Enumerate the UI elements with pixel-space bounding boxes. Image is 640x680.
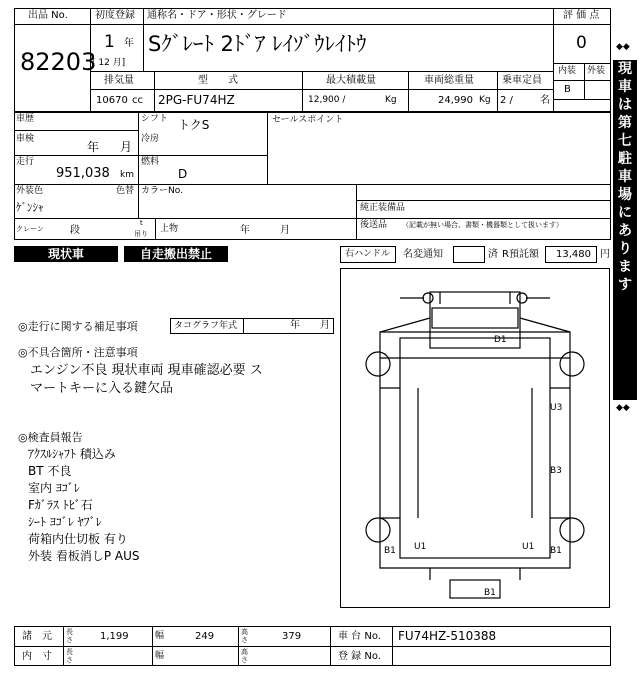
divider <box>553 63 611 64</box>
divider <box>90 89 553 90</box>
inspection-year: 年 <box>87 140 100 154</box>
inner-width-label: 幅 <box>155 651 165 661</box>
score-label: 評 価 点 <box>563 10 600 21</box>
banner-char: 車 <box>618 79 632 95</box>
inner-dim-label: 内 寸 <box>22 651 52 662</box>
divider <box>408 71 409 112</box>
reg-month: [ 12 月] <box>92 58 126 68</box>
ac-label: 冷房 <box>141 134 160 144</box>
mileage-label: 走行 <box>16 157 35 167</box>
r-deposit-unit: 円 <box>600 249 610 260</box>
divider <box>155 218 156 240</box>
mileage-unit: km <box>120 170 134 180</box>
post-label: 後送品 <box>360 220 388 230</box>
no-self-drive-badge: 自走搬出禁止 <box>124 246 228 262</box>
banner-char: り <box>618 241 632 257</box>
current-condition-badge: 現状車 <box>14 246 118 262</box>
mirror-right <box>517 293 527 303</box>
divider <box>553 99 611 100</box>
divider <box>14 646 611 647</box>
length-value: 1,199 <box>100 631 129 642</box>
divider <box>238 626 239 666</box>
divider <box>143 8 144 71</box>
banner-char: 第 <box>618 115 632 131</box>
chassis-label: 車 台 No. <box>338 631 381 642</box>
list-item: ｼｰﾄ ﾖｺﾞﾚ ﾔﾌﾞﾚ <box>28 515 102 529</box>
divider <box>14 184 611 185</box>
list-item: 室内 ﾖｺﾞﾚ <box>28 481 80 495</box>
inspector-report-title: ◎検査員報告 <box>18 431 83 444</box>
width-label: 幅 <box>155 631 165 641</box>
exterior-label: 外装 <box>587 66 606 76</box>
divider <box>497 71 498 112</box>
list-item: Fｶﾞﾗｽ ﾄﾋﾞ石 <box>28 498 93 512</box>
reg-year: 1 <box>104 32 115 52</box>
damage-mark-b1-right: B1 <box>550 546 562 556</box>
color-change-label: 色替 <box>116 186 135 196</box>
capacity-value: 2 / <box>500 95 513 106</box>
damage-mark-b1-left: B1 <box>384 546 396 556</box>
displacement-value: 10670 <box>96 95 128 106</box>
inner-height-label: 高さ <box>241 648 248 664</box>
r-deposit-value: 13,480 <box>556 249 591 260</box>
tacho-label: タコグラフ年式 <box>174 321 238 331</box>
damage-mark-u3: U3 <box>550 403 563 413</box>
banner-char: あ <box>618 223 632 239</box>
spec-label: 諸 元 <box>22 631 52 642</box>
crane-label: クレーン <box>16 225 44 233</box>
damage-mark-u1-left: U1 <box>414 542 427 552</box>
capacity-unit: 名 <box>540 95 550 106</box>
banner-char: 場 <box>618 187 632 203</box>
defect-notes-title: ◎不具合箇所・注意事項 <box>18 346 138 359</box>
crane-ton-bottom: 吊り <box>134 230 148 238</box>
width-value: 249 <box>195 631 215 642</box>
fuel-value: D <box>178 167 188 181</box>
divider <box>138 184 139 218</box>
divider <box>63 626 64 666</box>
name-label: 通称名・ドア・形状・グレード <box>147 10 287 21</box>
driving-notes-title: ◎走行に関する補足事項 <box>18 320 138 333</box>
ext-color-label: 外装色 <box>16 186 44 196</box>
banner-char: 七 <box>618 133 632 149</box>
chassis-value: FU74HZ-510388 <box>398 629 497 643</box>
gross-weight-value: 24,990 <box>438 95 473 106</box>
body-outline <box>380 332 570 568</box>
parking-notice-banner <box>613 60 637 400</box>
model-label: 型 式 <box>198 75 238 86</box>
fuel-label: 燃料 <box>141 157 160 167</box>
interior-value: B <box>564 84 571 95</box>
list-item: 外装 看板消しP AUS <box>28 549 140 563</box>
displacement-unit: cc <box>132 95 143 106</box>
sales-label: セールスポイント <box>272 115 344 125</box>
r-deposit-label: R預託額 <box>502 249 539 260</box>
height-value: 379 <box>282 631 302 642</box>
shift-value: トクS <box>178 118 210 132</box>
divider <box>553 80 611 81</box>
damage-mark-b3: B3 <box>550 466 562 476</box>
divider <box>14 155 267 156</box>
banner-char: に <box>618 205 632 221</box>
color-no-label: カラーNo. <box>141 186 183 196</box>
reg-label: 初度登録 <box>95 10 135 21</box>
divider <box>330 626 331 666</box>
divider <box>302 71 303 112</box>
upper-month: 月 <box>280 225 290 236</box>
divider <box>243 318 244 334</box>
divider <box>154 71 155 112</box>
gross-weight-label: 車両総重量 <box>424 75 474 86</box>
wheel-front-left <box>366 352 390 376</box>
score-value: 0 <box>576 33 587 53</box>
max-load-value: 12,900 / <box>308 95 346 105</box>
divider <box>553 24 611 25</box>
ext-color-value: ｹﾞﾝｼｬ <box>16 201 44 214</box>
banner-diamonds-top: ◆◆ <box>616 42 630 52</box>
divider <box>90 24 553 25</box>
divider <box>138 112 139 184</box>
reg-year-unit: 年 <box>124 38 134 49</box>
divider <box>267 112 268 184</box>
post-note: （記載が無い場合、書類・機器類として扱います） <box>402 221 563 229</box>
damage-mark-d1: D1 <box>494 335 507 345</box>
history-label: 車歴 <box>16 114 35 124</box>
height-label: 高さ <box>241 628 248 644</box>
divider <box>14 24 90 25</box>
inner-length-label: 長さ <box>66 648 73 664</box>
banner-char: ま <box>618 259 632 275</box>
upper-year: 年 <box>240 225 250 236</box>
truck-diagram <box>340 268 610 608</box>
divider <box>392 626 393 666</box>
banner-char: は <box>618 97 632 113</box>
length-label: 長さ <box>66 628 73 644</box>
vehicle-name: Sｸﾞﾚｰﾄ 2ﾄﾞｱ ﾚｲｿﾞｳﾚｲﾄｳ <box>148 32 367 56</box>
right-handle-label: 右ハンドル <box>345 249 391 259</box>
lot-label: 出品 No. <box>28 10 68 21</box>
lot-number: 82203 <box>20 48 97 76</box>
interior-label: 内装 <box>558 66 577 76</box>
defect-line-1: エンジン不良 現状車両 現車確認必要 ス <box>30 363 263 378</box>
tacho-month: 月 <box>320 320 330 331</box>
divider <box>356 184 357 240</box>
crane-stage: 段 <box>70 225 80 236</box>
banner-char: す <box>618 277 632 293</box>
damage-mark-b1-rear: B1 <box>484 588 496 598</box>
model-value: 2PG-FU74HZ <box>158 93 235 107</box>
inspection-label: 車検 <box>16 134 35 144</box>
divider <box>14 218 611 219</box>
crane-ton-top: t <box>140 219 143 227</box>
displacement-label: 排気量 <box>104 75 134 86</box>
name-change-label: 名変通知 <box>403 249 443 260</box>
gross-weight-unit: Kg <box>479 95 491 105</box>
wheel-rear-left <box>366 518 390 542</box>
banner-char: 現 <box>618 61 632 77</box>
max-load-unit: Kg <box>385 95 397 105</box>
shift-label: シフト <box>141 114 169 124</box>
divider <box>14 130 138 131</box>
list-item: 荷箱内仕切板 有り <box>28 532 128 546</box>
divider <box>90 71 553 72</box>
capacity-label: 乗車定員 <box>502 75 542 86</box>
mileage-value: 951,038 <box>56 166 110 181</box>
defect-line-2: マートキーに入る鍵欠品 <box>30 381 174 396</box>
damage-mark-u1-right: U1 <box>522 542 535 552</box>
genuine-label: 純正装備品 <box>360 203 406 213</box>
upper-label: 上物 <box>160 224 179 234</box>
divider <box>356 200 611 201</box>
divider <box>584 63 585 99</box>
banner-char: 車 <box>618 169 632 185</box>
max-load-label: 最大積載量 <box>326 75 376 86</box>
reg-no-label: 登 録 No. <box>338 651 381 662</box>
name-change-done: 済 <box>488 249 498 260</box>
banner-char: 駐 <box>618 151 632 167</box>
mirror-left <box>423 293 433 303</box>
wheel-rear-right <box>560 518 584 542</box>
divider <box>152 626 153 666</box>
list-item: BT 不良 <box>28 464 72 478</box>
name-change-box <box>453 246 485 263</box>
tacho-year: 年 <box>290 320 300 331</box>
list-item: ｱｸｽﾙｼｬﾌﾄ 積込み <box>28 447 116 461</box>
wheel-front-right <box>560 352 584 376</box>
banner-diamonds-bottom: ◆◆ <box>616 403 630 413</box>
inspector-report-list <box>28 446 139 565</box>
inspection-month: 月 <box>120 140 133 154</box>
